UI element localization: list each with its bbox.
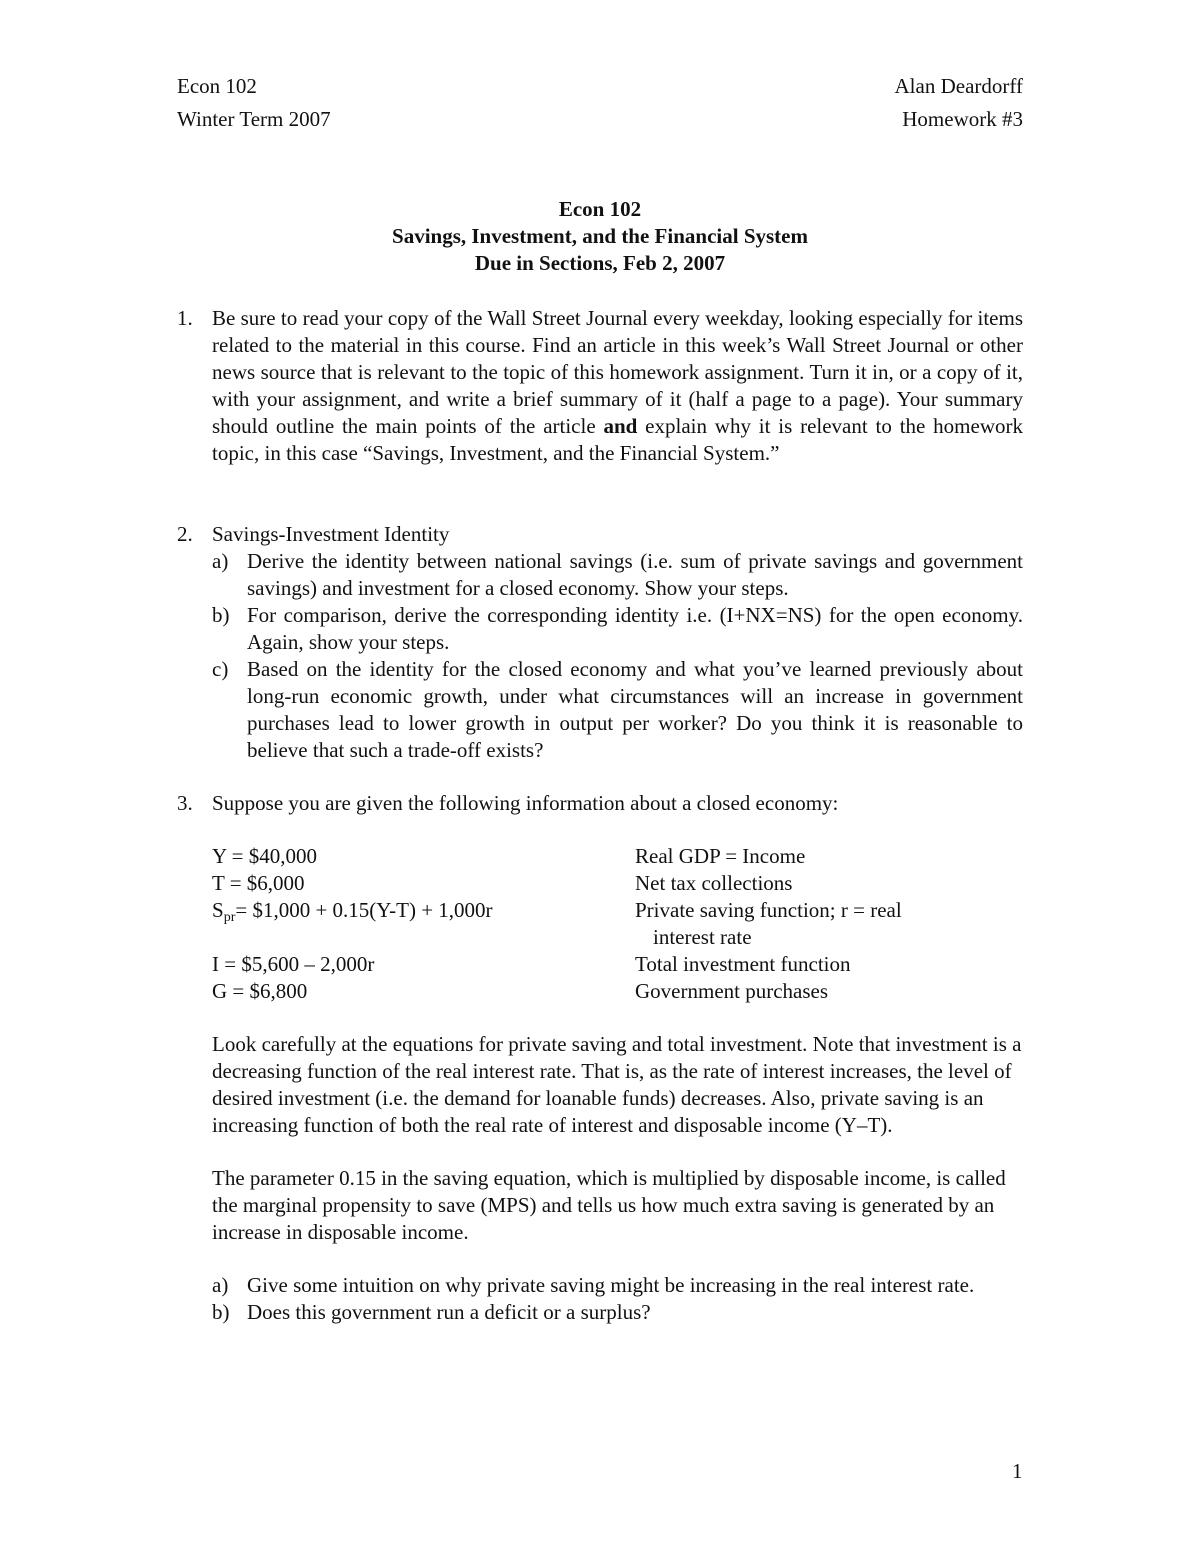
q1-emphasis: and xyxy=(603,414,638,438)
equation-description xyxy=(635,897,1023,951)
question-number: 1. xyxy=(177,306,193,330)
description-line: interest rate xyxy=(653,925,752,949)
page-number: 1 xyxy=(1012,1459,1023,1483)
question-2-heading: Savings-Investment Identity xyxy=(212,522,450,546)
description-line: Private saving function; r = real xyxy=(635,898,902,922)
question-number: 3. xyxy=(177,791,193,815)
equation: T = $6,000 xyxy=(212,871,305,895)
title-due-date: Due in Sections, Feb 2, 2007 xyxy=(474,251,726,275)
paragraph: Look carefully at the equations for private saving and total investment. Note that investment is a decreasing function of the real interest rate. That is, as the rate of interest increases, the level of desired investment (i.e. the demand for loanable funds) decreases. Also, private saving is an increasing function of both the real rate of interest and disposable income (Y–T). xyxy=(212,1032,1022,1137)
instructor-name: Alan Deardorff xyxy=(894,74,1023,98)
equation-subscript: pr xyxy=(223,910,236,925)
equation xyxy=(212,897,635,951)
table-row xyxy=(212,951,1023,978)
homework-number: Homework #3 xyxy=(902,107,1023,131)
equation: G = $6,800 xyxy=(212,979,308,1003)
term: Winter Term 2007 xyxy=(177,107,331,131)
header-left xyxy=(177,70,331,136)
list-item xyxy=(212,548,1023,602)
q1-text-part-b: explain why it is relevant to the homework topic, in this case “Savings, Investment, and the Financial System.” xyxy=(212,414,1023,465)
header-right xyxy=(895,70,1023,136)
q1-text-part-a: Be sure to read your copy of the Wall Street Journal every weekday, looking especially for items related to the material in this course. Find an article in this week’s Wall Street Journal or other news source that is relevant to the topic of this homework assignment. Turn it in, or a copy of it, with your assignment, and write a brief summary of it (half a page to a page). Your summary should outline the main points of the article xyxy=(212,306,1023,438)
equation-description: Real GDP = Income xyxy=(635,844,806,868)
equation-description: Government purchases xyxy=(635,979,829,1003)
list-item xyxy=(212,602,1023,656)
equation: Y = $40,000 xyxy=(212,844,317,868)
item-label: a) xyxy=(212,549,229,573)
table-row xyxy=(212,897,1023,951)
paragraph: The parameter 0.15 in the saving equation, which is multiplied by disposable income, is called the marginal propensity to save (MPS) and tells us how much extra saving is generated by an increase in disposable income. xyxy=(212,1166,1006,1244)
item-label: b) xyxy=(212,1300,230,1324)
item-text: Derive the identity between national savings (i.e. sum of private savings and government savings) and investment for a closed economy. Show your steps. xyxy=(247,549,1023,600)
course-name: Econ 102 xyxy=(177,74,257,98)
item-text: For comparison, derive the corresponding identity i.e. (I+NX=NS) for the open economy. Again, show your steps. xyxy=(247,603,1023,654)
equation: I = $5,600 – 2,000r xyxy=(212,952,375,976)
question-1 xyxy=(177,305,1023,467)
item-label: b) xyxy=(212,603,230,627)
item-text: Give some intuition on why private saving might be increasing in the real interest rate. xyxy=(247,1273,975,1297)
item-label: a) xyxy=(212,1273,229,1297)
list-item xyxy=(212,1272,1023,1299)
sub-question-list xyxy=(212,1272,1023,1326)
question-3 xyxy=(177,790,1023,1326)
question-1-text xyxy=(212,305,1023,467)
item-text: Based on the identity for the closed economy and what you’ve learned previously about long-run economic growth, under what circumstances will an increase in government purchases lead to lower growth in output per worker? Do you think it is reasonable to believe that such a trade-off exists? xyxy=(247,657,1023,762)
question-number: 2. xyxy=(177,522,193,546)
list-item xyxy=(212,656,1023,764)
economy-info-table xyxy=(212,843,1023,1005)
equation-description: Net tax collections xyxy=(635,871,793,895)
item-label: c) xyxy=(212,657,229,681)
table-row xyxy=(212,870,1023,897)
question-2-body xyxy=(212,521,1023,764)
table-row xyxy=(212,843,1023,870)
equation-symbol: S xyxy=(212,898,224,922)
table-row xyxy=(212,978,1023,1005)
equation-description: Total investment function xyxy=(635,952,851,976)
title-block xyxy=(0,196,1200,277)
list-item xyxy=(212,1299,1023,1326)
title-course: Econ 102 xyxy=(558,197,642,221)
question-2 xyxy=(177,521,1023,764)
question-3-intro: Suppose you are given the following information about a closed economy: xyxy=(212,791,839,815)
item-text: Does this government run a deficit or a surplus? xyxy=(247,1300,651,1324)
title-topic: Savings, Investment, and the Financial System xyxy=(392,224,808,248)
equation-rhs: = $1,000 + 0.15(Y-T) + 1,000r xyxy=(235,898,493,922)
